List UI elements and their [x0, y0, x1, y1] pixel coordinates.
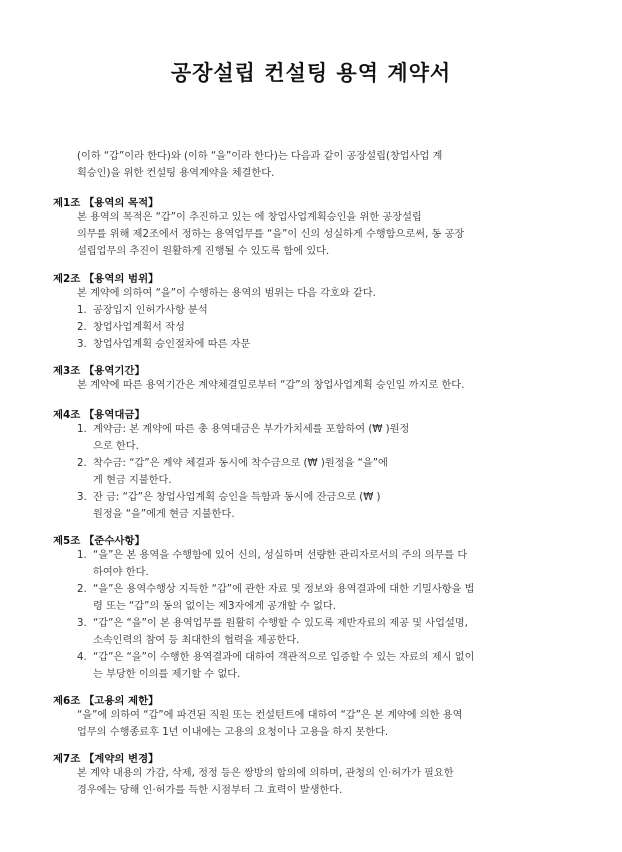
article-5-item-1: 1. “을”은 본 용역을 수행함에 있어 신의, 성실하며 선량한 관리자로서의 주의 의무를 다: [77, 550, 468, 561]
article-5-item-3: 3. “갑”은 “을”이 본 용역업무를 원활히 수행할 수 있도록 제반자료의 제공 및 사업설명,: [77, 618, 468, 629]
article-3-line-1: 본 계약에 따른 용역기간은 계약체결일로부터 “갑”의 창업사업계획 승인일 까지로 한다.: [77, 380, 465, 391]
article-4-item-3-cont: 원정을 “을”에게 현금 지불한다.: [93, 509, 235, 520]
article-4-item-1-cont: 으로 한다.: [93, 441, 139, 452]
article-1-line-1: 본 용역의 목적은 “갑”이 추진하고 있는 에 창업사업계획승인을 위한 공장설립: [77, 212, 422, 223]
article-2-heading: 제2조 【용역의 범위】: [53, 273, 159, 285]
article-2-line-1: 본 계약에 의하여 “을”이 수행하는 용역의 범위는 다음 각호와 같다.: [77, 288, 376, 299]
intro-line-2: 획승인)을 위한 컨설팅 용역계약을 체결한다.: [77, 168, 275, 179]
article-5-item-4: 4. “갑”은 “을”이 수행한 용역결과에 대하여 객관적으로 입증할 수 있는 자료의 제시 없이: [77, 652, 475, 663]
article-7-line-1: 본 계약 내용의 가감, 삭제, 정정 등은 쌍방의 합의에 의하며, 관청의 인·허가가 필요한: [77, 768, 454, 779]
article-6-heading: 제6조 【고용의 제한】: [53, 695, 159, 707]
intro-line-1: (이하 “갑”이라 한다)와 (이하 “을”이라 한다)는 다음과 같이 공장설립(창업사업 계: [77, 151, 443, 162]
article-2-item-3: 3. 창업사업계획 승인절차에 따른 자문: [77, 339, 251, 350]
article-5-item-1-cont: 하여야 한다.: [93, 567, 149, 578]
article-5-item-4-cont: 는 부당한 이의를 제기할 수 없다.: [93, 669, 241, 680]
article-4-item-3: 3. 잔 금: “갑”은 창업사업계획 승인을 득함과 동시에 잔금으로 (₩ ): [77, 492, 381, 503]
article-5-item-3-cont: 소속인력의 참여 등 최대한의 협력을 제공한다.: [93, 635, 300, 646]
article-3-heading: 제3조 【용역기간】: [53, 365, 145, 377]
article-4-item-2: 2. 착수금: “갑”은 계약 체결과 동시에 착수금으로 (₩ )원정을 “을”에: [77, 458, 388, 469]
article-7-line-2: 경우에는 당해 인·허가를 득한 시점부터 그 효력이 발생한다.: [77, 785, 343, 796]
article-4-item-1: 1. 계약금: 본 계약에 따른 총 용역대금은 부가가치세를 포함하여 (₩ )원정: [77, 424, 410, 435]
article-2-item-1: 1. 공장입지 인허가사항 분석: [77, 305, 208, 316]
article-6-line-1: “을”에 의하여 “갑”에 파견된 직원 또는 컨설턴트에 대하여 “갑”은 본 계약에 의한 용역: [77, 710, 463, 721]
document-title: 공장설립 컨설팅 용역 계약서: [170, 61, 452, 85]
article-1-heading: 제1조 【용역의 목적】: [53, 197, 159, 209]
article-4-item-2-cont: 게 현금 지불한다.: [93, 475, 172, 486]
article-5-item-2: 2. “을”은 용역수행상 지득한 “갑”에 관한 자료 및 정보와 용역결과에 대한 기밀사항을 법: [77, 584, 475, 595]
article-1-line-3: 설립업무의 추진이 원활하게 진행될 수 있도록 함에 있다.: [77, 246, 330, 257]
article-5-item-2-cont: 령 또는 “갑”의 동의 없이는 제3자에게 공개할 수 없다.: [93, 601, 337, 612]
article-6-line-2: 업무의 수행종료후 1년 이내에는 고용의 요청이나 고용을 하지 못한다.: [77, 727, 389, 738]
article-7-heading: 제7조 【계약의 변경】: [53, 753, 159, 765]
article-2-item-2: 2. 창업사업계획서 작성: [77, 322, 185, 333]
article-5-heading: 제5조 【준수사항】: [53, 535, 145, 547]
article-4-heading: 제4조 【용역대금】: [53, 409, 145, 421]
article-1-line-2: 의무를 위해 제2조에서 정하는 용역업무를 “을”이 신의 성실하게 수행함으로써, 동 공장: [77, 229, 465, 240]
